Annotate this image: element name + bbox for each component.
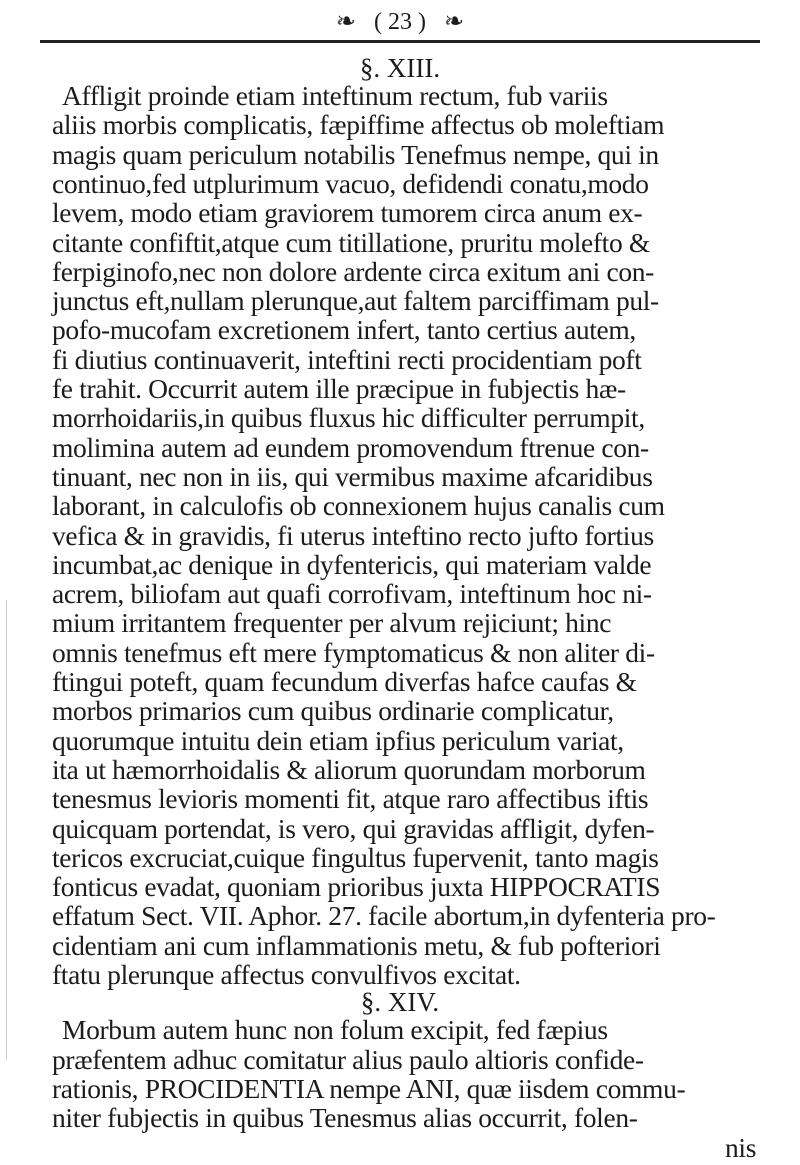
text-line: vefica & in gravidis, fi uterus inteftino recto jufto fortius [52, 519, 654, 551]
text-line: ftingui poteft, quam fecundum diverfas hafce caufas & [52, 666, 637, 697]
text-line: Affligit proinde etiam inteftinum rectum, fub variis [62, 80, 608, 111]
text-line: molimina autem ad eundem promovendum ftrenue con- [52, 431, 649, 463]
text-line: acrem, biliofam aut quafi corrofivam, inteftinum hoc ni- [52, 578, 652, 610]
text-line: fe trahit. Occurrit autem ille præcipue in fubjectis hæ- [52, 373, 626, 404]
text-line: magis quam periculum notabilis Tenefmus nempe, qui in [52, 138, 659, 170]
text-line: mium irritantem frequenter per alvum rejiciunt; hinc [52, 607, 612, 639]
text-line: morrhoidariis,in quibus fluxus hic difficulter perrumpit, [52, 402, 645, 434]
text-line: levem, modo etiam graviorem tumorem circa anum ex- [52, 197, 643, 229]
text-line: tinuant, nec non in iis, qui vermibus maxime afcaridibus [52, 460, 653, 492]
text-line: ferpiginofo,nec non dolore ardente circa exitum ani con- [52, 255, 654, 287]
text-line: morbos primarios cum quibus ordinarie complicatur, [52, 695, 614, 727]
text-line: cidentiam ani cum inflammationis metu, & fub pofteriori [52, 929, 661, 961]
catchword: nis [725, 1131, 757, 1163]
text-line: citante confiftit,atque cum titillatione, pruritu molefto & [52, 226, 650, 258]
text-line: ita ut hæmorrhoidalis & aliorum quorundam morborum [52, 753, 646, 785]
text-line: effatum Sect. VII. Aphor. 27. facile abortum,in dyfenteria pro- [52, 900, 716, 932]
text-line: laborant, in calculofis ob connexionem hujus canalis cum [52, 490, 665, 522]
text-line: quicquam portendat, is vero, qui gravidas affligit, dyfen- [52, 812, 655, 844]
ornament-right-icon: ❧ [443, 9, 465, 35]
text-line: fi diutius continuaverit, inteftini recti procidentiam poft [52, 343, 642, 375]
ornament-left-icon: ❧ [335, 9, 356, 35]
text-line: continuo,fed utplurimum vacuo, defidendi conatu,modo [52, 167, 649, 199]
section-heading: §. XIII. [359, 53, 441, 83]
text-line: tericos excruciat,cuique fingultus fupervenit, tanto magis [52, 841, 659, 873]
text-line: quorumque intuitu dein etiam ipfius periculum variat, [52, 724, 624, 756]
text-line: Morbum autem hunc non folum excipit, fed fæpius [62, 1014, 608, 1046]
text-line: omnis tenefmus eft mere fymptomaticus & non aliter di- [52, 636, 655, 668]
page-header [0, 8, 800, 36]
section-heading: §. XIV. [360, 987, 440, 1018]
text-line: pofo-mucofam excretionem infert, tanto certius autem, [52, 314, 636, 346]
header-rule [40, 40, 760, 43]
text-line: præfentem adhuc comitatur alius paulo altioris confide- [52, 1043, 644, 1075]
text-line: fonticus evadat, quoniam prioribus juxta HIPPOCRATIS [52, 871, 661, 903]
text-line: aliis morbis complicatis, fæpiffime affectus ob moleftiam [52, 109, 665, 141]
text-line: junctus eft,nullam plerunque,aut faltem parciffimam pul- [52, 285, 659, 317]
page-number: ( 23 ) [374, 9, 426, 35]
text-line: ftatu plerunque affectus convulfivos excitat. [52, 959, 521, 990]
text-line: niter fubjectis in quibus Tenesmus alias occurrit, folen- [52, 1102, 638, 1134]
text-line: incumbat,ac denique in dyfentericis, qui materiam valde [52, 548, 652, 580]
text-line: rationis, PROCIDENTIA nempe ANI, quæ iisdem commu- [52, 1072, 686, 1104]
text-line: tenesmus levioris momenti fit, atque raro affectibus iftis [52, 783, 649, 815]
